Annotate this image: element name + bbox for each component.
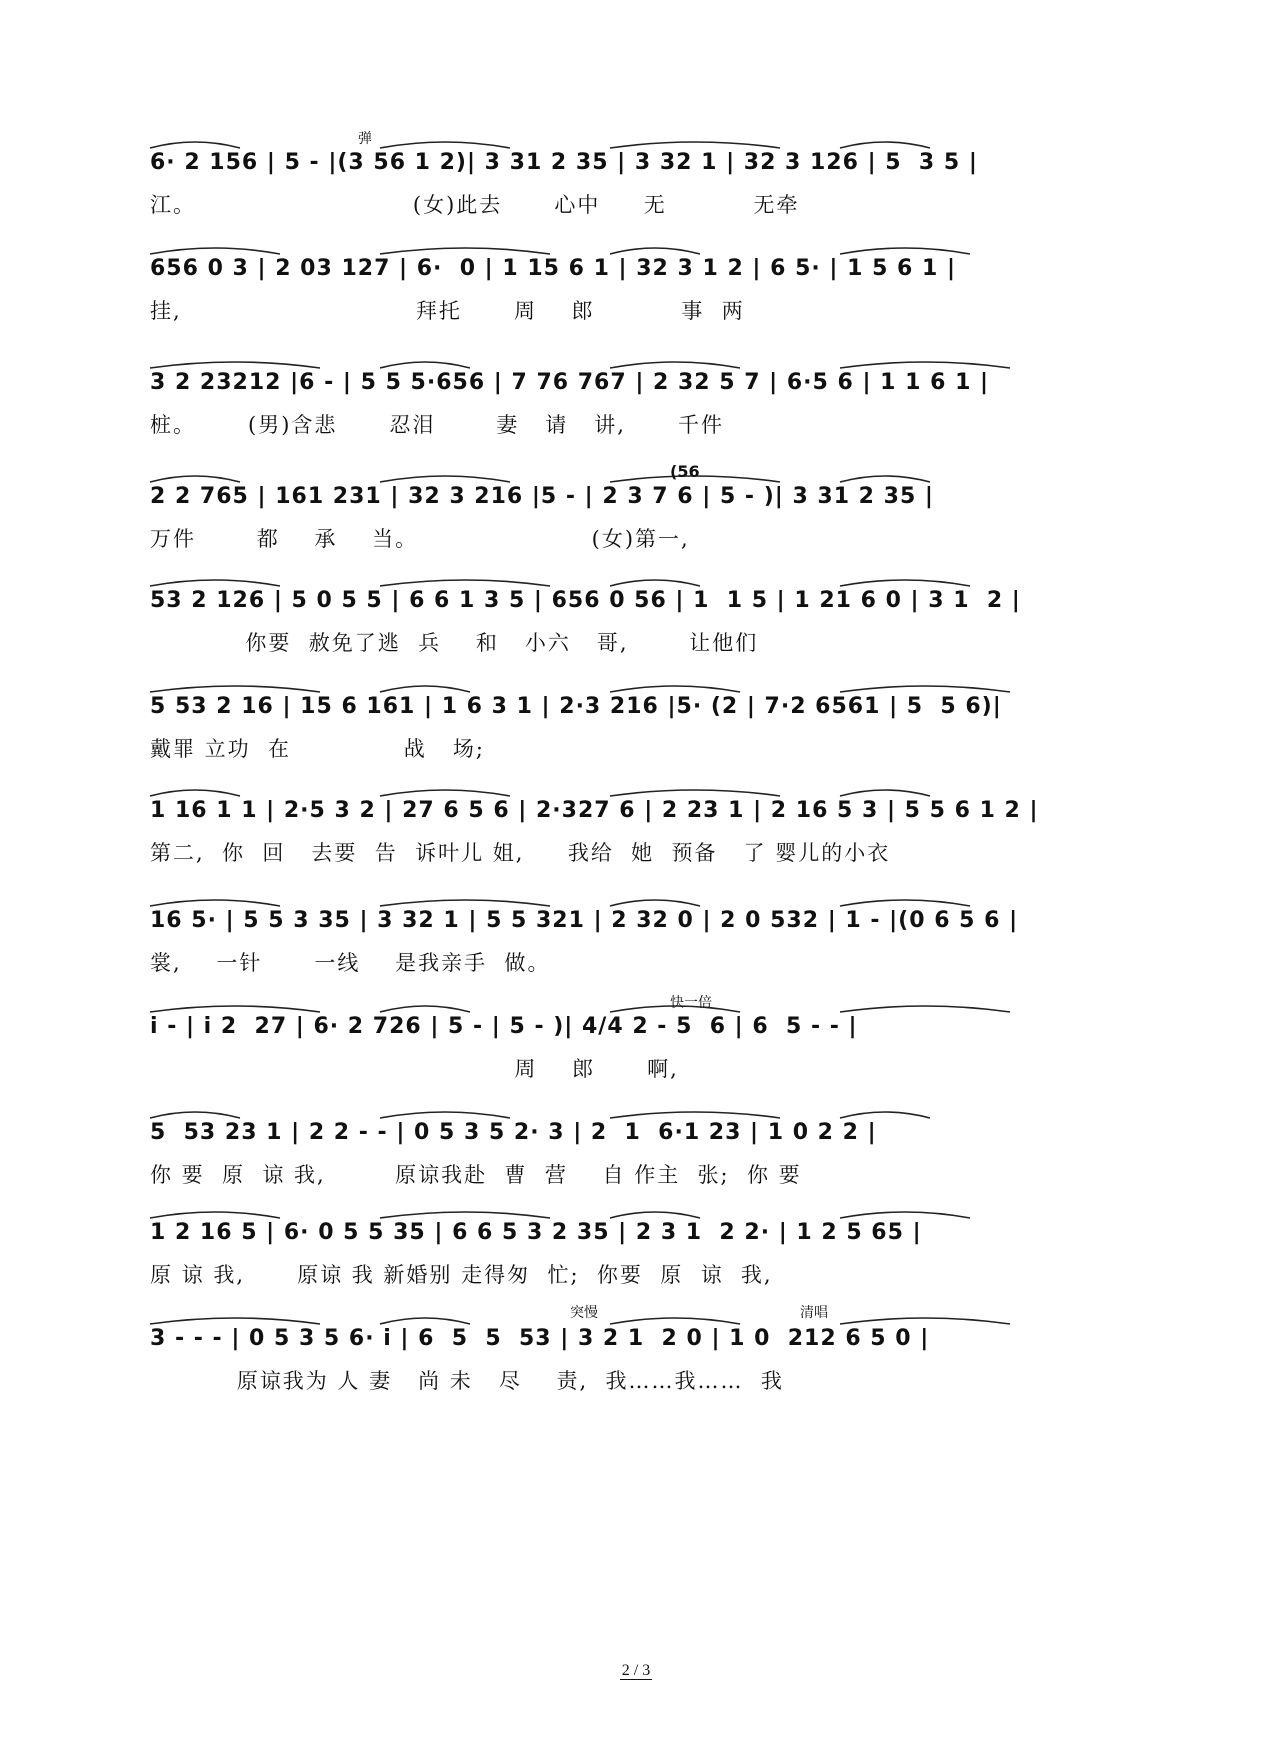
jianpu-notes: 2 2 765 | 161 231 | 32 3 216 |5 - | 2 3 7 6 | 5 - )| 3 31 2 35 |	[150, 484, 934, 509]
lyric-line: 你要 赦免了逃 兵 和 小六 哥, 让他们	[150, 631, 759, 655]
lyric-line: 江。 (女)此去 心中 无 无牵	[150, 193, 800, 217]
lyric-line: 原谅我为 人 妻 尚 未 尽 责, 我……我…… 我	[150, 1369, 784, 1393]
jianpu-notes: 3 - - - | 0 5 3 5 6· i | 6 5 5 53 | 3 2 1 2 0 | 1 0 212 6 5 0 |	[150, 1326, 930, 1351]
score-system	[150, 1210, 1130, 1320]
lyric-line: 第二, 你 回 去要 告 诉叶儿 姐, 我给 她 预备 了 婴儿的小衣	[150, 841, 891, 865]
jianpu-notes: 5 53 23 1 | 2 2 - - | 0 5 3 5 2· 3 | 2 1 6·1 23 | 1 0 2 2 |	[150, 1120, 877, 1145]
score-system	[150, 578, 1130, 688]
jianpu-notes: 5 53 2 16 | 15 6 161 | 1 6 3 1 | 2·3 216 |5· (2 | 7·2 6561 | 5 5 6)|	[150, 694, 1002, 719]
lyric-line: 周 郎 啊,	[150, 1057, 679, 1081]
lyric-line: 挂, 拜托 周 郎 事 两	[150, 299, 745, 323]
jianpu-notes: 16 5· | 5 5 3 35 | 3 32 1 | 5 5 321 | 2 32 0 | 2 0 532 | 1 - |(0 6 5 6 |	[150, 908, 1019, 933]
score-system	[150, 1110, 1130, 1220]
score-system	[150, 131, 1130, 250]
performance-direction: (56	[670, 462, 700, 481]
page-number	[0, 1662, 1272, 1680]
jianpu-notes: 53 2 126 | 5 0 5 5 | 6 6 1 3 5 | 656 0 56 | 1 1 5 | 1 21 6 0 | 3 1 2 |	[150, 588, 1021, 613]
performance-direction: 清唱	[800, 1305, 828, 1321]
score-system	[150, 788, 1130, 898]
score-system	[150, 684, 1130, 794]
jianpu-notes: 6· 2 156 | 5 - |(3 56 1 2)| 3 31 2 35 | 3 32 1 | 32 3 126 | 5 3 5 |	[150, 150, 978, 175]
lyric-line: 戴罪 立功 在 战 场;	[150, 737, 485, 761]
score-system	[150, 1305, 1130, 1426]
lyric-line: 原 谅 我, 原谅 我 新婚别 走得匆 忙; 你要 原 谅 我,	[150, 1263, 773, 1287]
lyric-line: 万件 都 承 当。 (女)第一,	[150, 527, 690, 551]
score-system	[150, 246, 1130, 356]
performance-direction: 突慢	[570, 1305, 598, 1321]
jianpu-notes: 656 0 3 | 2 03 127 | 6· 0 | 1 15 6 1 | 32 3 1 2 | 6 5· | 1 5 6 1 |	[150, 256, 956, 281]
jianpu-notes: 1 2 16 5 | 6· 0 5 5 35 | 6 6 5 3 2 35 | 2 3 1 2 2· | 1 2 5 65 |	[150, 1220, 922, 1245]
jianpu-notes: i - | i 2 27 | 6· 2 726 | 5 - | 5 - )| 4/4 2 - 5 6 | 6 5 - - |	[150, 1014, 858, 1039]
performance-direction: 快一倍	[670, 995, 712, 1011]
jianpu-notes: 1 16 1 1 | 2·5 3 2 | 27 6 5 6 | 2·327 6 | 2 23 1 | 2 16 5 3 | 5 5 6 1 2 |	[150, 798, 1039, 823]
lyric-line: 桩。 (男)含悲 忍泪 妻 请 讲, 千件	[150, 413, 724, 437]
jianpu-notes: 3 2 23212 |6 - | 5 5 5·656 | 7 76 767 | 2 32 5 7 | 6·5 6 | 1 1 6 1 |	[150, 370, 990, 395]
score-system	[150, 995, 1130, 1114]
lyric-line: 你 要 原 谅 我, 原谅我赴 曹 营 自 作主 张; 你 要	[150, 1163, 802, 1187]
performance-direction: 弹	[358, 131, 372, 147]
score-system	[150, 898, 1130, 1008]
score-system	[150, 360, 1130, 470]
page-number-text: 2 / 3	[621, 1662, 651, 1679]
score-system	[150, 462, 1130, 584]
lyric-line: 裳, 一针 一线 是我亲手 做。	[150, 951, 551, 975]
